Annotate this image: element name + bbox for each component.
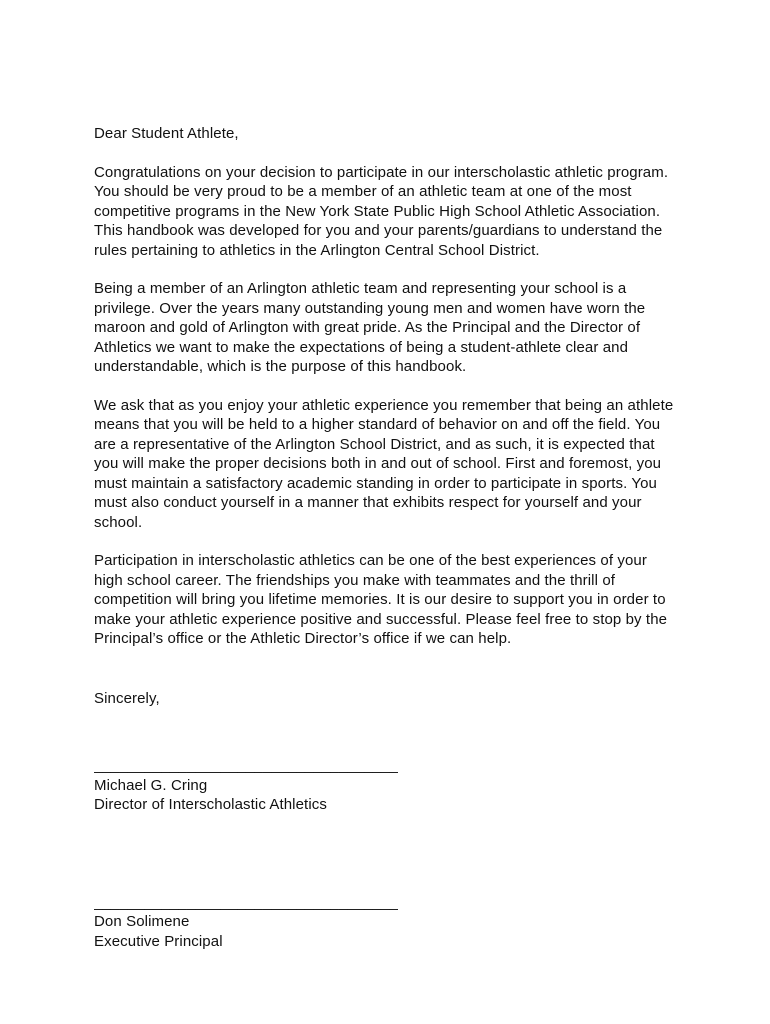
paragraph-4: Participation in interscholastic athletics can be one of the best experiences of your high school career. The friendships you make with teammates and the thrill of competition will bring you lifetime memories. It is our desire to support you in order to make your athletic experience positive and successful. Please feel free to stop by the Principal’s office or the Athletic Director’s office if we can help.	[94, 552, 668, 647]
letter-body	[94, 124, 676, 951]
paragraph-3: We ask that as you enjoy your athletic experience you remember that being an athlete means that you will be held to a higher standard of behavior on and off the field. You are a representative of the Arlington School District, and as such, it is expected that you will make the proper decisions both in and out of school. First and foremost, you must maintain a satisfactory academic standing in order to participate in sports. You must also conduct yourself in a manner that exhibits respect for yourself and your school.	[94, 396, 674, 531]
signature-block-principal	[94, 893, 676, 952]
salutation: Dear Student Athlete,	[94, 125, 239, 142]
signature-name: Don Solimene	[94, 913, 190, 930]
paragraph-1: Congratulations on your decision to participate in our interscholastic athletic program. You should be very proud to be a member of an athletic team at one of the most competitive programs in the New York State Public High School Athletic Association. This handbook was developed for you and your parents/guardians to understand the rules pertaining to athletics in the Arlington Central School District.	[94, 163, 669, 259]
paragraph-2: Being a member of an Arlington athletic team and representing your school is a privilege. Over the years many outstanding young men and women have worn the maroon and gold of Arlington with great pride. As the Principal and the Director of Athletics we want to make the expectations of being a student-athlete clear and understandable, which is the purpose of this handbook.	[94, 280, 646, 375]
closing: Sincerely,	[94, 689, 160, 707]
signature-line: ____________________________________	[94, 893, 398, 911]
signature-block-director	[94, 756, 676, 815]
signature-name: Michael G. Cring	[94, 776, 208, 794]
signature-title: Executive Principal	[94, 932, 223, 950]
signature-title: Director of Interscholastic Athletics	[94, 796, 327, 813]
signature-line: ____________________________________	[94, 757, 398, 774]
